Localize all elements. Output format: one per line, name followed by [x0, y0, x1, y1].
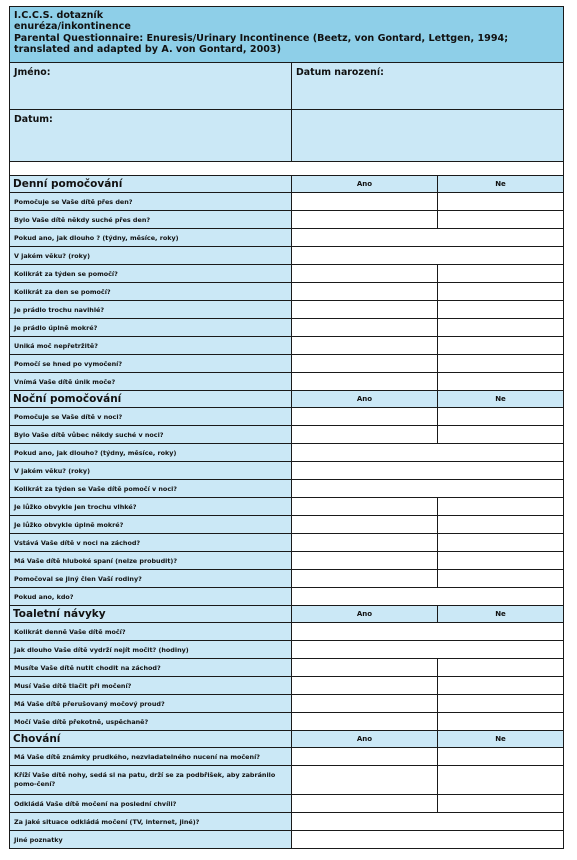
section-header-row	[10, 731, 564, 748]
question-row	[10, 462, 564, 480]
form-header-row	[10, 7, 564, 63]
question-row	[10, 480, 564, 498]
answer-text-cell[interactable]	[292, 588, 564, 606]
answer-no-cell[interactable]	[438, 301, 564, 319]
form-subtitle: enuréza/inkontinence	[14, 21, 131, 33]
answer-yes-cell[interactable]	[292, 677, 438, 695]
question-label: V jakém věku? (roky)	[10, 462, 292, 480]
question-row	[10, 659, 564, 677]
form-translation-line: translated and adapted by A. von Gontard, 2003)	[14, 44, 281, 56]
answer-text-cell[interactable]	[292, 831, 564, 849]
question-row	[10, 193, 564, 211]
question-row	[10, 265, 564, 283]
section-header-row	[10, 606, 564, 623]
question-row	[10, 831, 564, 849]
question-row	[10, 498, 564, 516]
answer-no-cell[interactable]	[438, 498, 564, 516]
date-field[interactable]	[10, 110, 292, 162]
yes-column-header: Ano	[292, 176, 438, 193]
form-title: I.C.C.S. dotazník	[14, 10, 104, 21]
answer-no-cell[interactable]	[438, 337, 564, 355]
question-row	[10, 588, 564, 606]
answer-no-cell[interactable]	[438, 193, 564, 211]
question-row	[10, 795, 564, 813]
answer-no-cell[interactable]	[438, 795, 564, 813]
answer-yes-cell[interactable]	[292, 534, 438, 552]
answer-no-cell[interactable]	[438, 373, 564, 391]
section-header-row	[10, 391, 564, 408]
question-label: Je lůžko obvykle jen trochu vlhké?	[10, 498, 292, 516]
answer-no-cell[interactable]	[438, 355, 564, 373]
question-row	[10, 695, 564, 713]
question-row	[10, 641, 564, 659]
question-label: Bylo Vaše dítě vůbec někdy suché v noci?	[10, 426, 292, 444]
question-label: Je prádlo úplně mokré?	[10, 319, 292, 337]
question-row	[10, 373, 564, 391]
question-row	[10, 552, 564, 570]
answer-no-cell[interactable]	[438, 659, 564, 677]
section-title: Noční pomočování	[10, 391, 292, 408]
question-label: V jakém věku? (roky)	[10, 247, 292, 265]
answer-yes-cell[interactable]	[292, 552, 438, 570]
answer-yes-cell[interactable]	[292, 713, 438, 731]
question-row	[10, 570, 564, 588]
question-label: Kříží Vaše dítě nohy, sedá si na patu, drží se za podbřišek, aby zabránilo pomo-čení?	[10, 766, 292, 795]
question-row	[10, 355, 564, 373]
yes-column-header: Ano	[292, 391, 438, 408]
answer-no-cell[interactable]	[438, 552, 564, 570]
name-label: Jméno:	[14, 67, 51, 78]
question-row	[10, 813, 564, 831]
answer-no-cell[interactable]	[438, 211, 564, 229]
question-label: Pokud ano, jak dlouho? (týdny, měsíce, roky)	[10, 444, 292, 462]
question-label: Jak dlouho Vaše dítě vydrží nejít močit? (hodiny)	[10, 641, 292, 659]
answer-no-cell[interactable]	[438, 319, 564, 337]
answer-no-cell[interactable]	[438, 677, 564, 695]
birth-date-field[interactable]	[292, 63, 564, 110]
question-label: Kolikrát denně Vaše dítě močí?	[10, 623, 292, 641]
question-label: Jiné poznatky	[10, 831, 292, 849]
answer-text-cell[interactable]	[292, 623, 564, 641]
question-row	[10, 301, 564, 319]
question-label: Za jaké situace odkládá močení (TV, internet, jiné)?	[10, 813, 292, 831]
question-row	[10, 247, 564, 265]
question-row	[10, 748, 564, 766]
question-row	[10, 426, 564, 444]
answer-text-cell[interactable]	[292, 229, 564, 247]
question-label: Vstává Vaše dítě v noci na záchod?	[10, 534, 292, 552]
question-label: Pokud ano, jak dlouho ? (týdny, měsíce, roky)	[10, 229, 292, 247]
name-field[interactable]	[10, 63, 292, 110]
answer-yes-cell[interactable]	[292, 426, 438, 444]
question-row	[10, 623, 564, 641]
answer-text-cell[interactable]	[292, 247, 564, 265]
answer-text-cell[interactable]	[292, 444, 564, 462]
answer-yes-cell[interactable]	[292, 570, 438, 588]
yes-column-header: Ano	[292, 606, 438, 623]
answer-yes-cell[interactable]	[292, 355, 438, 373]
question-label: Je prádlo trochu navlhlé?	[10, 301, 292, 319]
answer-yes-cell[interactable]	[292, 516, 438, 534]
section-title: Toaletní návyky	[10, 606, 292, 623]
question-row	[10, 211, 564, 229]
question-label: Kolikrát za den se pomočí?	[10, 283, 292, 301]
question-label: Pomočuje se Vaše dítě v noci?	[10, 408, 292, 426]
answer-text-cell[interactable]	[292, 813, 564, 831]
answer-yes-cell[interactable]	[292, 211, 438, 229]
answer-yes-cell[interactable]	[292, 498, 438, 516]
answer-yes-cell[interactable]	[292, 695, 438, 713]
answer-no-cell[interactable]	[438, 766, 564, 795]
question-label: Má Vaše dítě hluboké spaní (nelze probudit)?	[10, 552, 292, 570]
date-row	[10, 110, 564, 162]
answer-yes-cell[interactable]	[292, 748, 438, 766]
date-label: Datum:	[14, 114, 53, 125]
question-label: Musí Vaše dítě tlačit při močení?	[10, 677, 292, 695]
question-label: Je lůžko obvykle úplně mokré?	[10, 516, 292, 534]
question-label: Pokud ano, kdo?	[10, 588, 292, 606]
answer-yes-cell[interactable]	[292, 319, 438, 337]
question-row	[10, 516, 564, 534]
answer-no-cell[interactable]	[438, 713, 564, 731]
name-birth-row	[10, 63, 564, 110]
form-source-line: Parental Questionnaire: Enuresis/Urinary Incontinence (Beetz, von Gontard, Lettgen, 1994;	[14, 32, 509, 44]
answer-yes-cell[interactable]	[292, 265, 438, 283]
answer-no-cell[interactable]	[438, 534, 564, 552]
question-label: Uniká moč nepřetržitě?	[10, 337, 292, 355]
question-row	[10, 337, 564, 355]
question-label: Vnímá Vaše dítě únik moče?	[10, 373, 292, 391]
spacer-cell	[10, 162, 564, 176]
question-row	[10, 319, 564, 337]
answer-no-cell[interactable]	[438, 408, 564, 426]
answer-yes-cell[interactable]	[292, 795, 438, 813]
question-row	[10, 677, 564, 695]
no-column-header: Ne	[438, 606, 564, 623]
answer-yes-cell[interactable]	[292, 373, 438, 391]
question-row	[10, 283, 564, 301]
question-label: Odkládá Vaše dítě močení na poslední chvíli?	[10, 795, 292, 813]
answer-no-cell[interactable]	[438, 748, 564, 766]
section-title: Denní pomočování	[10, 176, 292, 193]
section-title: Chování	[10, 731, 292, 748]
spacer-row	[10, 162, 564, 176]
answer-yes-cell[interactable]	[292, 301, 438, 319]
section-header-row	[10, 176, 564, 193]
question-label: Kolikrát za týden se Vaše dítě pomočí v noci?	[10, 480, 292, 498]
answer-no-cell[interactable]	[438, 426, 564, 444]
question-label: Musíte Vaše dítě nutit chodit na záchod?	[10, 659, 292, 677]
birth-date-label: Datum narození:	[296, 67, 384, 78]
questionnaire-form	[9, 6, 563, 849]
question-row	[10, 713, 564, 731]
questionnaire-table	[9, 6, 564, 849]
question-row	[10, 229, 564, 247]
answer-yes-cell[interactable]	[292, 659, 438, 677]
no-column-header: Ne	[438, 731, 564, 748]
date-extra-field[interactable]	[292, 110, 564, 162]
answer-no-cell[interactable]	[438, 283, 564, 301]
answer-no-cell[interactable]	[438, 695, 564, 713]
answer-no-cell[interactable]	[438, 516, 564, 534]
answer-no-cell[interactable]	[438, 570, 564, 588]
answer-yes-cell[interactable]	[292, 283, 438, 301]
question-label: Pomočuje se Vaše dítě přes den?	[10, 193, 292, 211]
answer-yes-cell[interactable]	[292, 193, 438, 211]
answer-text-cell[interactable]	[292, 462, 564, 480]
no-column-header: Ne	[438, 176, 564, 193]
question-row	[10, 444, 564, 462]
question-row	[10, 766, 564, 795]
question-label: Bylo Vaše dítě někdy suché přes den?	[10, 211, 292, 229]
answer-no-cell[interactable]	[438, 265, 564, 283]
question-label: Má Vaše dítě přerušovaný močový proud?	[10, 695, 292, 713]
answer-yes-cell[interactable]	[292, 408, 438, 426]
answer-yes-cell[interactable]	[292, 766, 438, 795]
yes-column-header: Ano	[292, 731, 438, 748]
answer-text-cell[interactable]	[292, 641, 564, 659]
question-label: Pomočoval se jiný člen Vaší rodiny?	[10, 570, 292, 588]
no-column-header: Ne	[438, 391, 564, 408]
question-label: Má Vaše dítě známky prudkého, nezvladatelného nucení na močení?	[10, 748, 292, 766]
question-label: Pomočí se hned po vymočení?	[10, 355, 292, 373]
question-label: Kolikrát za týden se pomočí?	[10, 265, 292, 283]
form-header	[10, 7, 564, 63]
question-row	[10, 534, 564, 552]
question-row	[10, 408, 564, 426]
answer-text-cell[interactable]	[292, 480, 564, 498]
question-label: Močí Vaše dítě překotně, uspěchaně?	[10, 713, 292, 731]
answer-yes-cell[interactable]	[292, 337, 438, 355]
